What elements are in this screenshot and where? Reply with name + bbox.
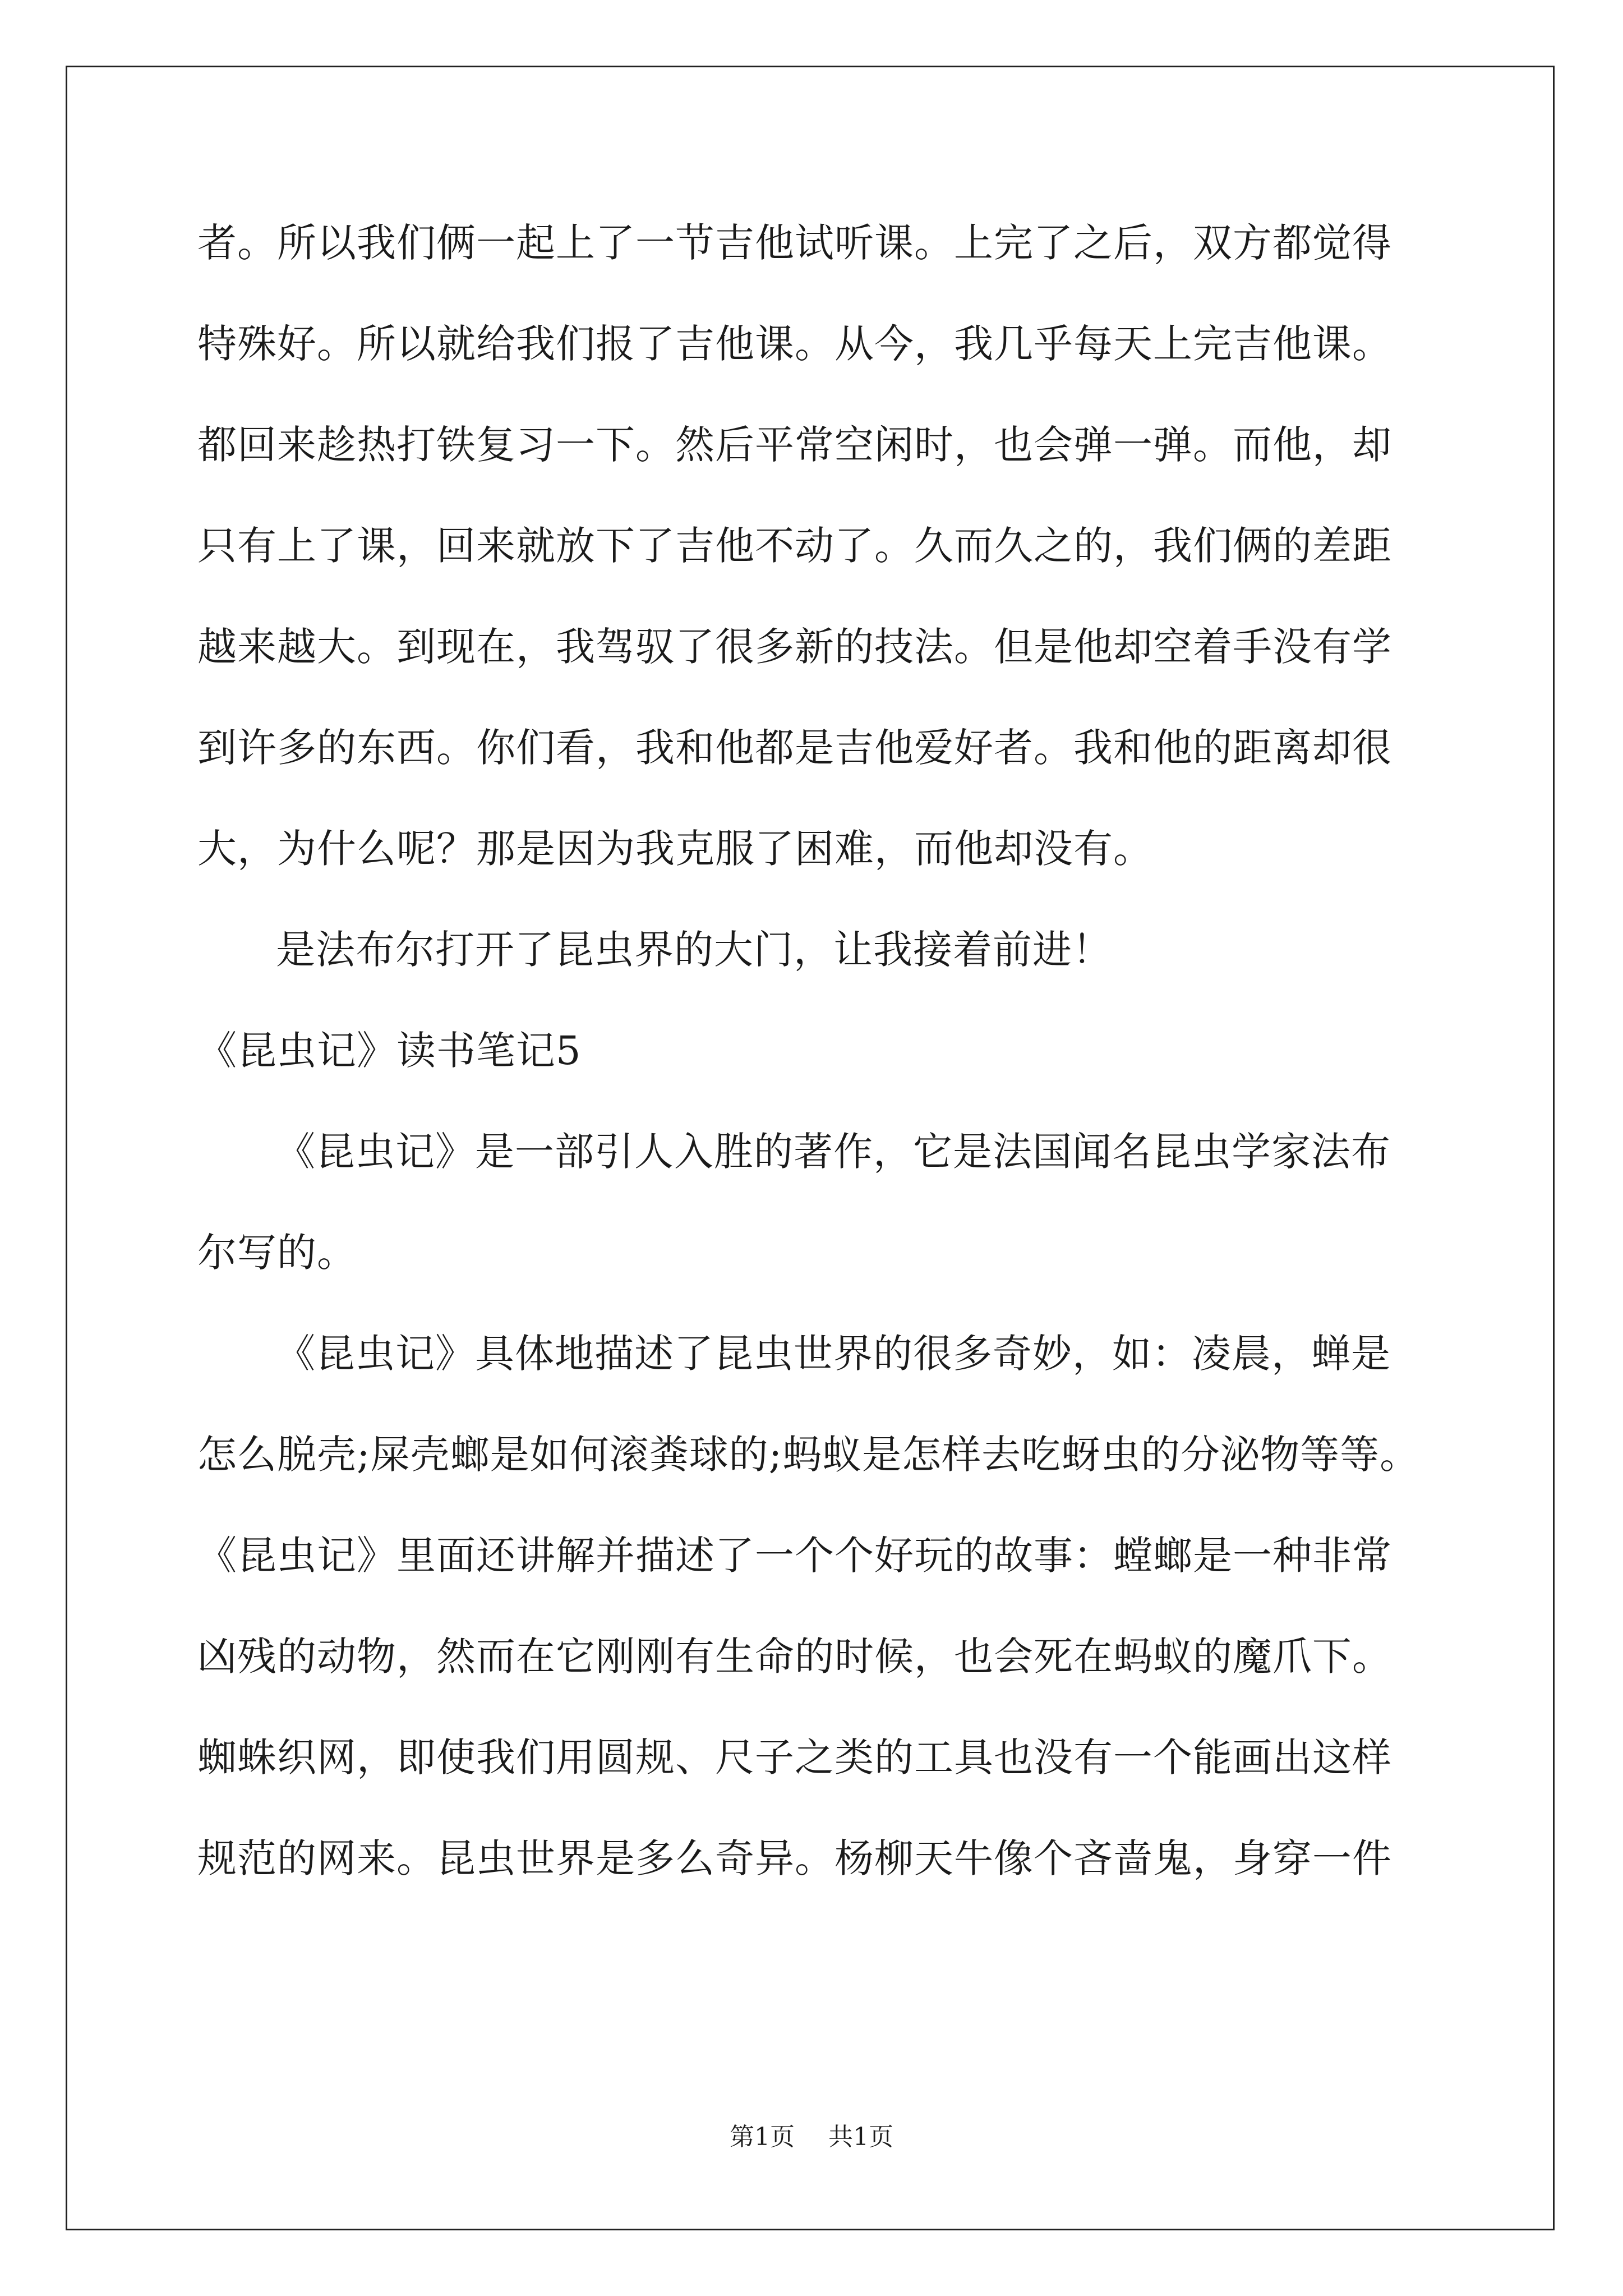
text-line: 越来越大。到现在，我驾驭了很多新的技法。但是他却空着手没有学	[197, 624, 1392, 670]
text-line: 只有上了课，回来就放下了吉他不动了。久而久之的，我们俩的差距	[197, 523, 1392, 569]
page-total: 共1页	[828, 2123, 893, 2151]
text-line: 规范的网来。昆虫世界是多么奇异。杨柳天牛像个吝啬鬼，身穿一件	[197, 1835, 1392, 1881]
paragraph-line: 是法布尔打开了昆虫界的大门，让我接着前进！	[276, 927, 1112, 973]
text-line: 怎么脱壳;屎壳螂是如何滚粪球的;蚂蚁是怎样去吃蚜虫的分泌物等等。	[197, 1432, 1420, 1478]
page-footer	[0, 2122, 1623, 2153]
text-line: 都回来趁热打铁复习一下。然后平常空闲时，也会弹一弹。而他，却	[197, 422, 1392, 468]
text-line: 蜘蛛织网，即使我们用圆规、尺子之类的工具也没有一个能画出这样	[197, 1734, 1392, 1780]
paragraph-line: 《昆虫记》是一部引人入胜的著作，它是法国闻名昆虫学家法布	[276, 1129, 1391, 1175]
section-heading: 《昆虫记》读书笔记5	[197, 1028, 582, 1074]
text-line: 凶残的动物，然而在它刚刚有生命的时候，也会死在蚂蚁的魔爪下。	[197, 1634, 1392, 1680]
text-line: 者。所以我们俩一起上了一节吉他试听课。上完了之后，双方都觉得	[197, 220, 1392, 266]
text-line: 大，为什么呢？那是因为我克服了困难，而他却没有。	[197, 826, 1153, 872]
text-line: 《昆虫记》里面还讲解并描述了一个个好玩的故事：螳螂是一种非常	[197, 1533, 1392, 1579]
text-line: 尔写的。	[197, 1230, 357, 1276]
text-line: 到许多的东西。你们看，我和他都是吉他爱好者。我和他的距离却很	[197, 725, 1392, 771]
paragraph-line: 《昆虫记》具体地描述了昆虫世界的很多奇妙，如：凌晨，蝉是	[276, 1331, 1391, 1377]
page-number: 第1页	[730, 2123, 795, 2151]
text-line: 特殊好。所以就给我们报了吉他课。从今，我几乎每天上完吉他课。	[197, 321, 1392, 367]
